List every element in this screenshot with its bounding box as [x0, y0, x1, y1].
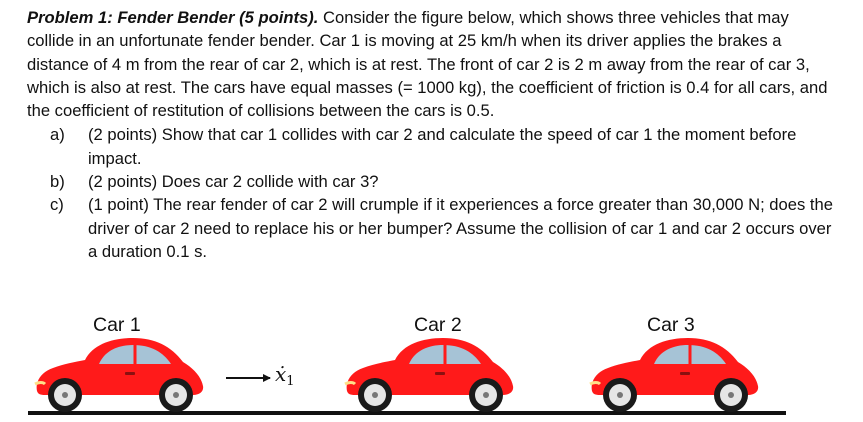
- wheel-center: [483, 392, 489, 398]
- car-layer: [35, 338, 758, 412]
- part-marker: c): [50, 195, 64, 215]
- wheel-center: [617, 392, 623, 398]
- car-3-label: Car 3: [647, 314, 695, 336]
- velocity-label: [275, 362, 295, 394]
- car-1: [35, 338, 203, 412]
- part-text: (1 point) The rear fender of car 2 will crumple if it experiences a force greater than 30,000 N; does the driver of car 2 need to replace his or her bumper? Assume the collision of car 1 and car 2 occurs over a duration 0.1 s.: [88, 195, 833, 261]
- velocity-subscript: 1: [286, 374, 295, 389]
- velocity-symbol: ẋ: [275, 362, 287, 386]
- car-3: [590, 338, 758, 412]
- part-marker: a): [50, 125, 65, 145]
- wheel-center: [372, 392, 378, 398]
- part-text: (2 points) Show that car 1 collides with car 2 and calculate the speed of car 1 the moment before impact.: [88, 125, 797, 168]
- wheel-center: [62, 392, 68, 398]
- headlight: [590, 383, 600, 385]
- headlight: [345, 383, 355, 385]
- part-text: (2 points) Does car 2 collide with car 3?: [88, 172, 379, 192]
- car-1-label: Car 1: [93, 314, 141, 336]
- door-handle: [125, 372, 135, 375]
- wheel-center: [173, 392, 179, 398]
- door-handle: [680, 372, 690, 375]
- door-handle: [435, 372, 445, 375]
- part-marker: b): [50, 172, 65, 192]
- car-2-label: Car 2: [414, 314, 462, 336]
- wheel-center: [728, 392, 734, 398]
- car-2: [345, 338, 513, 412]
- problem-intro: Consider the figure below, which shows three vehicles that may collide in an unfortunate fender bender. Car 1 is moving at 25 km/h when its driver applies the brakes a distance of 4 m from the rear of car 2, which is at rest. The front of car 2 is 2 m away from the rear of car 3, which is also at rest. The cars have equal masses (= 1000 kg), the coefficient of friction is 0.4 for all cars, and the coefficient of restitution of collisions between the cars is 0.5.: [27, 8, 828, 121]
- problem-title: Problem 1: Fender Bender (5 points).: [27, 8, 319, 27]
- headlight: [35, 383, 45, 385]
